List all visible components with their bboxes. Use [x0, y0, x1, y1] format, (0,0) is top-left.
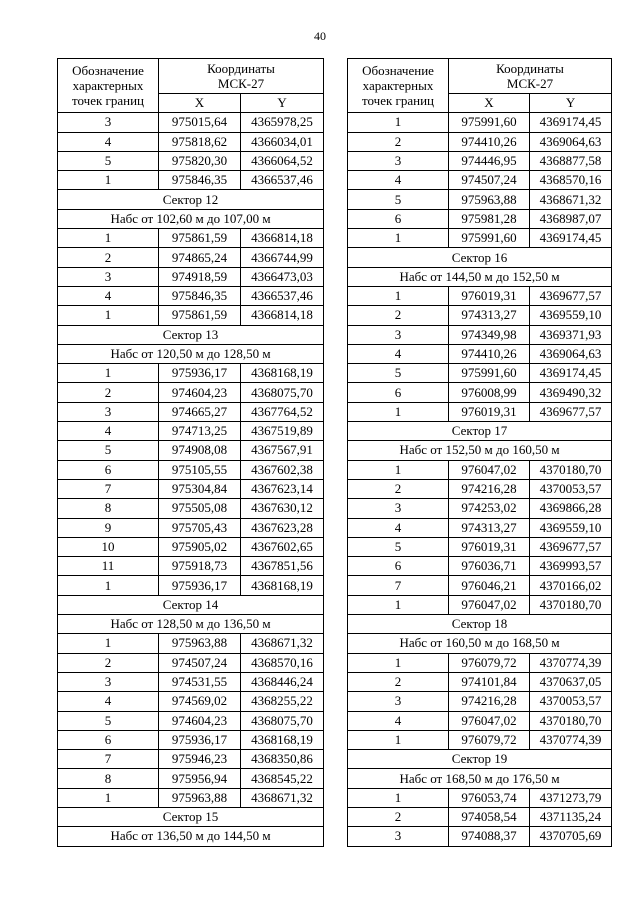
sector-caption: Сектор 14: [58, 595, 324, 614]
y-coordinate-cell: 4368446,24: [241, 672, 324, 691]
table-row: [348, 595, 612, 614]
x-coordinate-cell: 974313,27: [449, 306, 530, 325]
header-line: характерных: [72, 78, 144, 94]
y-coordinate-cell: 4369866,28: [530, 499, 612, 518]
table-row: [348, 711, 612, 730]
table-row: [348, 229, 612, 248]
point-number-cell: 1: [348, 653, 449, 672]
point-number-cell: 4: [58, 132, 159, 151]
table-row: [348, 306, 612, 325]
point-number-cell: 11: [58, 557, 159, 576]
point-number-cell: 5: [348, 190, 449, 209]
y-coordinate-cell: 4369371,93: [530, 325, 612, 344]
table-row: [348, 518, 612, 537]
point-number-cell: 1: [348, 402, 449, 421]
y-coordinate-cell: 4370180,70: [530, 595, 612, 614]
table-row: [348, 807, 612, 826]
point-number-cell: 2: [348, 807, 449, 826]
table-row: [58, 788, 324, 807]
point-number-cell: 5: [58, 711, 159, 730]
table-row: [348, 132, 612, 151]
table-row: [58, 499, 324, 518]
table-row: [58, 151, 324, 170]
x-coordinate-cell: 974313,27: [449, 518, 530, 537]
y-coordinate-cell: 4368075,70: [241, 711, 324, 730]
y-coordinate-cell: 4367851,56: [241, 557, 324, 576]
x-coordinate-cell: 974101,84: [449, 672, 530, 691]
y-coordinate-cell: 4366537,46: [241, 171, 324, 190]
point-number-cell: 5: [348, 364, 449, 383]
table-row: [348, 344, 612, 363]
point-number-cell: 4: [58, 286, 159, 305]
x-column-header: X: [159, 94, 241, 113]
point-number-cell: 8: [58, 769, 159, 788]
x-coordinate-cell: 976046,21: [449, 576, 530, 595]
x-coordinate-cell: 974865,24: [159, 248, 241, 267]
sector-caption: Набс от 144,50 м до 152,50 м: [348, 267, 612, 286]
y-column-header: Y: [530, 94, 612, 113]
point-number-cell: 4: [348, 711, 449, 730]
x-coordinate-cell: 975936,17: [159, 730, 241, 749]
x-coordinate-cell: 974569,02: [159, 692, 241, 711]
x-coordinate-cell: 974918,59: [159, 267, 241, 286]
y-coordinate-cell: 4368987,07: [530, 209, 612, 228]
table-row: [348, 402, 612, 421]
x-coordinate-cell: 974604,23: [159, 383, 241, 402]
x-coordinate-cell: 976019,31: [449, 537, 530, 556]
y-coordinate-cell: 4368877,58: [530, 151, 612, 170]
x-coordinate-cell: 974349,98: [449, 325, 530, 344]
point-number-cell: 1: [348, 460, 449, 479]
y-coordinate-cell: 4366744,99: [241, 248, 324, 267]
x-coordinate-cell: 975963,88: [159, 634, 241, 653]
x-coordinate-cell: 975991,60: [449, 229, 530, 248]
y-column-header: Y: [241, 94, 324, 113]
x-coordinate-cell: 974446,95: [449, 151, 530, 170]
sector-caption-row: [348, 615, 612, 634]
table-row: [348, 364, 612, 383]
y-coordinate-cell: 4369559,10: [530, 306, 612, 325]
sector-caption: Набс от 128,50 м до 136,50 м: [58, 615, 324, 634]
y-coordinate-cell: 4369993,57: [530, 557, 612, 576]
y-coordinate-cell: 4368570,16: [530, 171, 612, 190]
point-number-cell: 3: [348, 827, 449, 846]
point-number-cell: 10: [58, 537, 159, 556]
point-number-cell: 2: [348, 672, 449, 691]
table-row: [348, 653, 612, 672]
table-row: [348, 537, 612, 556]
point-number-cell: 5: [348, 537, 449, 556]
y-coordinate-cell: 4370053,57: [530, 692, 612, 711]
y-coordinate-cell: 4369559,10: [530, 518, 612, 537]
y-coordinate-cell: 4367519,89: [241, 422, 324, 441]
y-coordinate-cell: 4366064,52: [241, 151, 324, 170]
table-row: [58, 750, 324, 769]
point-number-cell: 1: [58, 171, 159, 190]
y-coordinate-cell: 4367764,52: [241, 402, 324, 421]
x-coordinate-cell: 975936,17: [159, 364, 241, 383]
table-row: [58, 460, 324, 479]
header-line: МСК-27: [506, 76, 554, 91]
y-coordinate-cell: 4371135,24: [530, 807, 612, 826]
y-coordinate-cell: 4369677,57: [530, 286, 612, 305]
x-coordinate-cell: 976019,31: [449, 286, 530, 305]
x-coordinate-cell: 975861,59: [159, 306, 241, 325]
sector-caption-row: [348, 422, 612, 441]
sector-caption: Набс от 168,50 м до 176,50 м: [348, 769, 612, 788]
x-coordinate-cell: 975918,73: [159, 557, 241, 576]
point-number-cell: 4: [58, 692, 159, 711]
table-row: [58, 383, 324, 402]
x-coordinate-cell: 974058,54: [449, 807, 530, 826]
table-row: [348, 788, 612, 807]
table-row: [58, 306, 324, 325]
table-row: [348, 460, 612, 479]
x-coordinate-cell: 974088,37: [449, 827, 530, 846]
sector-caption: Сектор 18: [348, 615, 612, 634]
x-coordinate-cell: 975705,43: [159, 518, 241, 537]
point-number-cell: 1: [58, 364, 159, 383]
point-number-cell: 4: [348, 171, 449, 190]
sector-caption-row: [348, 750, 612, 769]
y-coordinate-cell: 4368350,86: [241, 750, 324, 769]
table-row: [348, 151, 612, 170]
point-number-cell: 6: [348, 209, 449, 228]
x-coordinate-cell: 975991,60: [449, 113, 530, 132]
header-line: МСК-27: [217, 76, 265, 91]
y-coordinate-cell: 4365978,25: [241, 113, 324, 132]
x-coordinate-cell: 976008,99: [449, 383, 530, 402]
sector-caption-row: [58, 190, 324, 209]
y-coordinate-cell: 4366814,18: [241, 229, 324, 248]
point-number-cell: 4: [58, 422, 159, 441]
table-row: [348, 730, 612, 749]
y-coordinate-cell: 4367602,38: [241, 460, 324, 479]
x-coordinate-cell: 975304,84: [159, 479, 241, 498]
y-coordinate-cell: 4366537,46: [241, 286, 324, 305]
point-number-cell: 2: [348, 306, 449, 325]
table-row: [58, 692, 324, 711]
y-coordinate-cell: 4368168,19: [241, 576, 324, 595]
y-coordinate-cell: 4369490,32: [530, 383, 612, 402]
table-row: [348, 557, 612, 576]
x-coordinate-cell: 975846,35: [159, 286, 241, 305]
x-coordinate-cell: 974216,28: [449, 479, 530, 498]
y-coordinate-cell: 4368671,32: [241, 788, 324, 807]
x-coordinate-cell: 974665,27: [159, 402, 241, 421]
x-coordinate-cell: 975015,64: [159, 113, 241, 132]
table-row: [58, 441, 324, 460]
point-number-cell: 7: [58, 750, 159, 769]
x-coordinate-cell: 974410,26: [449, 344, 530, 363]
x-coordinate-cell: 975905,02: [159, 537, 241, 556]
y-coordinate-cell: 4368671,32: [530, 190, 612, 209]
table-row: [348, 827, 612, 846]
y-coordinate-cell: 4370705,69: [530, 827, 612, 846]
table-row: [58, 557, 324, 576]
table-header-row: [348, 59, 612, 94]
x-coordinate-cell: 974531,55: [159, 672, 241, 691]
y-coordinate-cell: 4366034,01: [241, 132, 324, 151]
point-number-cell: 4: [348, 518, 449, 537]
x-coordinate-cell: 974713,25: [159, 422, 241, 441]
point-number-cell: 7: [348, 576, 449, 595]
x-coordinate-cell: 974908,08: [159, 441, 241, 460]
y-coordinate-cell: 4369064,63: [530, 344, 612, 363]
sector-caption: Сектор 19: [348, 750, 612, 769]
table-row: [348, 190, 612, 209]
x-coordinate-cell: 976079,72: [449, 653, 530, 672]
sector-caption-row: [58, 325, 324, 344]
x-coordinate-cell: 974216,28: [449, 692, 530, 711]
table-header-row: [58, 59, 324, 94]
header-line: точек границ: [361, 93, 435, 109]
table-row: [348, 692, 612, 711]
table-row: [58, 537, 324, 556]
coordinates-table-left: [57, 58, 324, 847]
y-coordinate-cell: 4369174,45: [530, 364, 612, 383]
x-coordinate-cell: 975963,88: [159, 788, 241, 807]
sector-caption-row: [58, 344, 324, 363]
point-number-cell: 2: [58, 653, 159, 672]
y-coordinate-cell: 4370180,70: [530, 460, 612, 479]
point-number-cell: 6: [348, 557, 449, 576]
sector-caption: Сектор 16: [348, 248, 612, 267]
coordinates-header: [449, 59, 612, 94]
point-number-cell: 2: [348, 132, 449, 151]
point-number-cell: 1: [58, 788, 159, 807]
table-row: [58, 364, 324, 383]
point-number-cell: 1: [348, 730, 449, 749]
point-number-cell: 9: [58, 518, 159, 537]
coordinates-table-right: [347, 58, 612, 847]
table-row: [58, 267, 324, 286]
sector-caption-row: [58, 827, 324, 846]
point-number-cell: 7: [58, 479, 159, 498]
page-number: 40: [314, 29, 326, 43]
x-coordinate-cell: 975936,17: [159, 576, 241, 595]
x-coordinate-cell: 975956,94: [159, 769, 241, 788]
table-row: [348, 576, 612, 595]
sector-caption-row: [348, 769, 612, 788]
table-row: [58, 113, 324, 132]
sector-caption: Набс от 160,50 м до 168,50 м: [348, 634, 612, 653]
sector-caption-row: [58, 209, 324, 228]
header-line: Координаты: [207, 61, 275, 76]
x-coordinate-cell: 974410,26: [449, 132, 530, 151]
x-coordinate-cell: 975946,23: [159, 750, 241, 769]
header-line: Координаты: [496, 61, 564, 76]
sector-caption-row: [58, 615, 324, 634]
y-coordinate-cell: 4369064,63: [530, 132, 612, 151]
point-number-cell: 3: [348, 692, 449, 711]
y-coordinate-cell: 4368168,19: [241, 364, 324, 383]
table-row: [348, 383, 612, 402]
y-coordinate-cell: 4367567,91: [241, 441, 324, 460]
point-number-cell: 3: [58, 267, 159, 286]
point-number-cell: 3: [348, 151, 449, 170]
point-number-cell: 3: [348, 499, 449, 518]
x-coordinate-cell: 975505,08: [159, 499, 241, 518]
y-coordinate-cell: 4368168,19: [241, 730, 324, 749]
table-row: [348, 113, 612, 132]
point-number-cell: 8: [58, 499, 159, 518]
sector-caption: Сектор 12: [58, 190, 324, 209]
x-coordinate-cell: 976047,02: [449, 460, 530, 479]
y-coordinate-cell: 4367623,28: [241, 518, 324, 537]
point-number-cell: 6: [348, 383, 449, 402]
table-row: [58, 518, 324, 537]
table-row: [58, 422, 324, 441]
point-number-cell: 2: [348, 479, 449, 498]
point-number-cell: 2: [58, 248, 159, 267]
header-line: Обозначение: [362, 63, 434, 79]
sector-caption-row: [348, 634, 612, 653]
y-coordinate-cell: 4368671,32: [241, 634, 324, 653]
y-coordinate-cell: 4368570,16: [241, 653, 324, 672]
y-coordinate-cell: 4367602,65: [241, 537, 324, 556]
x-coordinate-cell: 975981,28: [449, 209, 530, 228]
point-number-cell: 3: [58, 113, 159, 132]
table-row: [348, 479, 612, 498]
x-coordinate-cell: 975861,59: [159, 229, 241, 248]
sector-caption: Сектор 13: [58, 325, 324, 344]
x-coordinate-cell: 976079,72: [449, 730, 530, 749]
x-coordinate-cell: 975105,55: [159, 460, 241, 479]
table-row: [58, 653, 324, 672]
point-number-cell: 6: [58, 460, 159, 479]
point-number-cell: 3: [58, 672, 159, 691]
x-coordinate-cell: 975963,88: [449, 190, 530, 209]
x-coordinate-cell: 976047,02: [449, 711, 530, 730]
x-coordinate-cell: 974253,02: [449, 499, 530, 518]
y-coordinate-cell: 4367630,12: [241, 499, 324, 518]
point-number-cell: 2: [58, 383, 159, 402]
y-coordinate-cell: 4370053,57: [530, 479, 612, 498]
table-row: [348, 672, 612, 691]
sector-caption: Набс от 102,60 м до 107,00 м: [58, 209, 324, 228]
y-coordinate-cell: 4371273,79: [530, 788, 612, 807]
point-number-cell: 4: [348, 344, 449, 363]
point-number-cell: 1: [58, 576, 159, 595]
point-number-cell: 1: [348, 595, 449, 614]
x-coordinate-cell: 974507,24: [159, 653, 241, 672]
x-coordinate-cell: 975991,60: [449, 364, 530, 383]
sector-caption-row: [58, 807, 324, 826]
sector-caption-row: [348, 267, 612, 286]
y-coordinate-cell: 4370637,05: [530, 672, 612, 691]
sector-caption: Набс от 152,50 м до 160,50 м: [348, 441, 612, 460]
table-row: [58, 248, 324, 267]
table-row: [58, 769, 324, 788]
table-row: [348, 171, 612, 190]
table-row: [58, 402, 324, 421]
table-row: [58, 479, 324, 498]
x-column-header: X: [449, 94, 530, 113]
x-coordinate-cell: 976036,71: [449, 557, 530, 576]
x-coordinate-cell: 975846,35: [159, 171, 241, 190]
y-coordinate-cell: 4370774,39: [530, 730, 612, 749]
x-coordinate-cell: 974604,23: [159, 711, 241, 730]
y-coordinate-cell: 4368545,22: [241, 769, 324, 788]
point-number-cell: 1: [348, 229, 449, 248]
table-row: [58, 171, 324, 190]
point-number-cell: 1: [58, 634, 159, 653]
coordinates-header: [159, 59, 324, 94]
table-row: [348, 325, 612, 344]
point-number-cell: 1: [348, 286, 449, 305]
table-row: [348, 209, 612, 228]
point-number-cell: 5: [58, 151, 159, 170]
y-coordinate-cell: 4370774,39: [530, 653, 612, 672]
y-coordinate-cell: 4366473,03: [241, 267, 324, 286]
point-number-cell: 6: [58, 730, 159, 749]
table-row: [58, 634, 324, 653]
point-number-cell: 3: [58, 402, 159, 421]
x-coordinate-cell: 974507,24: [449, 171, 530, 190]
sector-caption-row: [58, 595, 324, 614]
table-row: [348, 286, 612, 305]
y-coordinate-cell: 4369677,57: [530, 537, 612, 556]
x-coordinate-cell: 975818,62: [159, 132, 241, 151]
table-row: [58, 672, 324, 691]
sector-caption-row: [348, 441, 612, 460]
header-line: точек границ: [71, 93, 145, 109]
x-coordinate-cell: 976047,02: [449, 595, 530, 614]
point-number-cell: 1: [58, 229, 159, 248]
table-row: [58, 730, 324, 749]
y-coordinate-cell: 4366814,18: [241, 306, 324, 325]
table-row: [58, 576, 324, 595]
point-number-cell: 1: [348, 788, 449, 807]
points-designation-header: [348, 59, 449, 113]
header-line: Обозначение: [72, 63, 144, 79]
table-row: [58, 229, 324, 248]
table-row: [58, 286, 324, 305]
x-coordinate-cell: 976053,74: [449, 788, 530, 807]
y-coordinate-cell: 4369174,45: [530, 113, 612, 132]
table-row: [58, 711, 324, 730]
point-number-cell: 1: [348, 113, 449, 132]
sector-caption-row: [348, 248, 612, 267]
point-number-cell: 3: [348, 325, 449, 344]
y-coordinate-cell: 4369174,45: [530, 229, 612, 248]
sector-caption: Сектор 17: [348, 422, 612, 441]
y-coordinate-cell: 4368255,22: [241, 692, 324, 711]
x-coordinate-cell: 976019,31: [449, 402, 530, 421]
table-row: [58, 132, 324, 151]
table-row: [348, 499, 612, 518]
x-coordinate-cell: 975820,30: [159, 151, 241, 170]
sector-caption: Набс от 136,50 м до 144,50 м: [58, 827, 324, 846]
point-number-cell: 1: [58, 306, 159, 325]
points-designation-header: [58, 59, 159, 113]
sector-caption: Сектор 15: [58, 807, 324, 826]
sector-caption: Набс от 120,50 м до 128,50 м: [58, 344, 324, 363]
y-coordinate-cell: 4368075,70: [241, 383, 324, 402]
y-coordinate-cell: 4367623,14: [241, 479, 324, 498]
header-line: характерных: [362, 78, 434, 94]
y-coordinate-cell: 4369677,57: [530, 402, 612, 421]
y-coordinate-cell: 4370180,70: [530, 711, 612, 730]
y-coordinate-cell: 4370166,02: [530, 576, 612, 595]
point-number-cell: 5: [58, 441, 159, 460]
